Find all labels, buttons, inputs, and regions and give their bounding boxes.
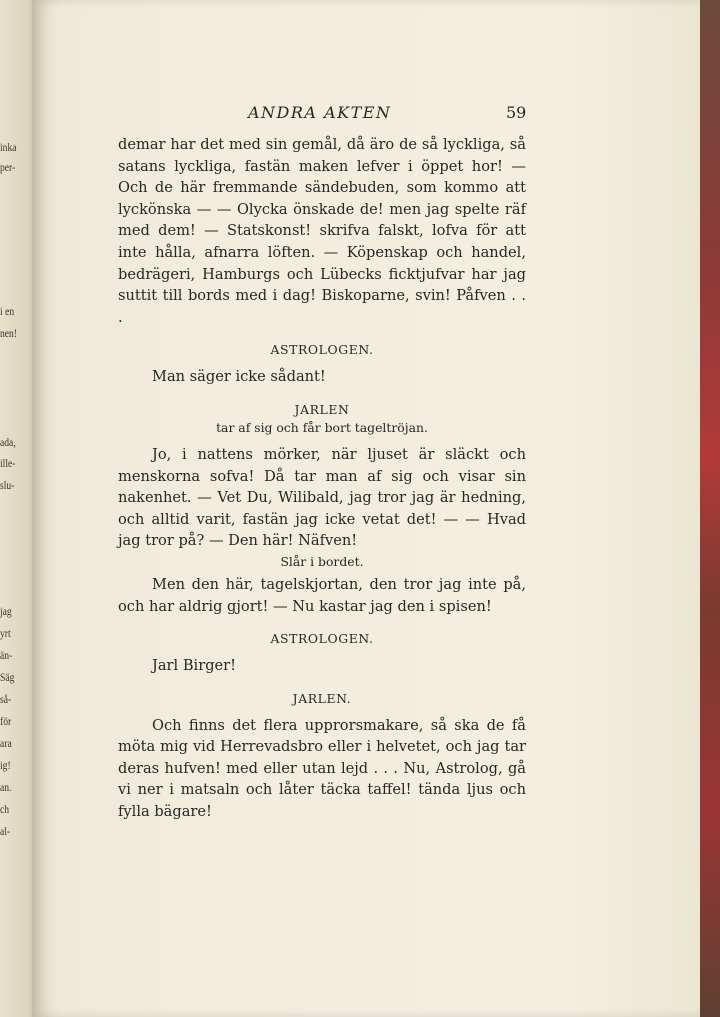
running-title: ANDRA AKTEN bbox=[248, 103, 392, 122]
body-text bbox=[118, 134, 526, 823]
left-page-fragment: al- bbox=[0, 824, 11, 838]
paragraph: Jo, i nattens mörker, när ljuset är släckt och menskorna sofva! Då tar man af sig och visar sin nakenhet. — Vet Du, Wilibald, jag tror jag är hedning, och alltid varit, fastän jag icke vetat det! — — Hvad jag tror på? — Den här! Näfven! bbox=[118, 445, 526, 550]
left-page-fragment: så- bbox=[0, 692, 12, 706]
left-page-fragment: i en bbox=[0, 304, 15, 318]
paragraph: Man säger icke sådant! bbox=[152, 368, 326, 386]
left-page-fragment: ada, bbox=[0, 435, 16, 449]
left-page-fragment: än- bbox=[0, 648, 13, 662]
left-page-fragment: nen! bbox=[0, 326, 18, 340]
book-page bbox=[32, 0, 700, 1017]
left-page-fragment: jag bbox=[0, 604, 12, 618]
speaker-name: ASTROLOGEN. bbox=[270, 631, 374, 647]
speaker-name: ASTROLOGEN. bbox=[270, 342, 374, 358]
left-page-fragment: Säg bbox=[0, 670, 15, 684]
stage-direction: Slår i bordet. bbox=[280, 553, 364, 569]
left-page-fragment: ig! bbox=[0, 758, 11, 772]
running-header bbox=[32, 103, 700, 123]
speaker-name: JARLEN bbox=[294, 401, 350, 417]
left-page-fragment: per- bbox=[0, 160, 16, 174]
paragraph: Och finns det flera upprorsmakare, så ska de få möta mig vid Herrevadsbro eller i helvetet, och jag tar deras hufven! med eller utan lejd . . . Nu, Astrolog, gå vi ner i matsaln och låter täcka taffel! tända ljus och fylla bägare! bbox=[118, 716, 526, 821]
left-page-fragment: ch bbox=[0, 802, 10, 816]
left-page-fragment: yrt bbox=[0, 626, 11, 640]
left-page-fragment: an. bbox=[0, 780, 12, 794]
left-page-fragment: ille- bbox=[0, 456, 16, 470]
paragraph: Jarl Birger! bbox=[152, 657, 237, 675]
paragraph: Men den här, tagelskjortan, den tror jag inte på, och har aldrig gjort! — Nu kastar jag den i spisen! bbox=[118, 575, 526, 615]
left-page-fragment: inka bbox=[0, 140, 17, 154]
left-page-fragment: för bbox=[0, 714, 12, 728]
stage-direction: tar af sig och får bort tageltröjan. bbox=[216, 419, 428, 435]
left-page-fragment: ara bbox=[0, 736, 12, 750]
left-page-fragment: slu- bbox=[0, 478, 15, 492]
paragraph: demar har det med sin gemål, då äro de så lyckliga, så satans lyckliga, fastän maken lefver i öppet hor! — Och de här fremmande sändebuden, som kommo att lyckönska — — Olycka önskade de! men jag spelte räf med dem! — Statskonst! skrifva falskt, lofva för att inte hålla, afnarra löften. — Köpenskap och handel, bedrägeri, Hamburgs och Lübecks ficktjufvar har jag suttit till bords med i dag! Biskoparne, svin! Påfven . . . bbox=[118, 136, 526, 326]
speaker-name: JARLEN. bbox=[292, 690, 352, 706]
page-number: 59 bbox=[506, 103, 527, 122]
